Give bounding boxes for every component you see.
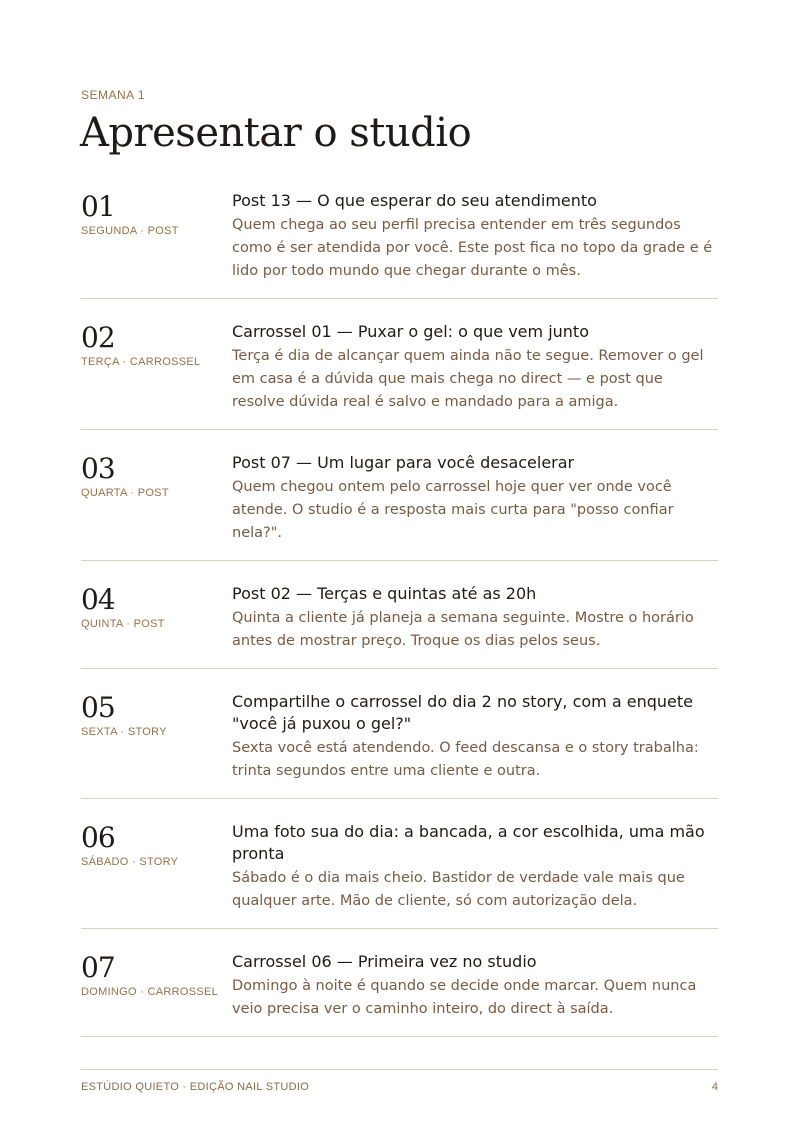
item-body: Terça é dia de alcançar quem ainda não te segue. Remover o gel em casa é a dúvida que mais chega no direct — e post que resolve dúvida real é salvo e mandado para a amiga. bbox=[232, 348, 704, 410]
day-label: SEXTA · STORY bbox=[81, 726, 167, 738]
item-title: Post 13 — O que esperar do seu atendimento bbox=[232, 191, 597, 210]
item-title: Uma foto sua do dia: a bancada, a cor escolhida, uma mão pronta bbox=[232, 822, 705, 863]
item-body: Quem chega ao seu perfil precisa entender em três segundos como é ser atendida por você. Este post fica no topo da grade e é lido por todo mundo que chegar durante o mês. bbox=[232, 217, 713, 279]
schedule-list bbox=[81, 178, 718, 1037]
list-item bbox=[81, 430, 718, 561]
list-item bbox=[81, 669, 718, 799]
item-title: Carrossel 06 — Primeira vez no studio bbox=[232, 952, 537, 971]
list-item bbox=[81, 299, 718, 430]
day-label: QUINTA · POST bbox=[81, 618, 165, 630]
day-marker bbox=[81, 951, 231, 998]
item-title: Post 02 — Terças e quintas até as 20h bbox=[232, 584, 537, 603]
day-label: DOMINGO · CARROSSEL bbox=[81, 986, 219, 998]
day-number: 04 bbox=[81, 583, 115, 616]
item-body: Domingo à noite é quando se decide onde marcar. Quem nunca veio precisa ver o caminho inteiro, do direct à saída. bbox=[232, 978, 697, 1017]
list-item bbox=[81, 561, 718, 669]
week-label: SEMANA 1 bbox=[81, 88, 146, 102]
day-marker bbox=[81, 321, 231, 368]
item-body: Quinta a cliente já planeja a semana seguinte. Mostre o horário antes de mostrar preço. Troque os dias pelos seus. bbox=[232, 610, 694, 649]
day-label: SEGUNDA · POST bbox=[81, 225, 179, 237]
day-number: 07 bbox=[81, 951, 115, 984]
list-item bbox=[81, 929, 718, 1037]
page-number: 4 bbox=[711, 1081, 718, 1093]
list-item bbox=[81, 799, 718, 929]
item-title: Post 07 — Um lugar para você desacelerar bbox=[232, 453, 575, 472]
day-number: 02 bbox=[81, 321, 115, 354]
day-number: 03 bbox=[81, 452, 115, 485]
item-body: Quem chegou ontem pelo carrossel hoje quer ver onde você atende. O studio é a resposta mais curta para "posso confiar nela?". bbox=[232, 479, 674, 541]
footer-publication: ESTÚDIO QUIETO · EDIÇÃO NAIL STUDIO bbox=[81, 1081, 310, 1093]
day-marker bbox=[81, 821, 231, 868]
item-title: Carrossel 01 — Puxar o gel: o que vem junto bbox=[232, 322, 589, 341]
item-body: Sábado é o dia mais cheio. Bastidor de verdade vale mais que qualquer arte. Mão de cliente, só com autorização dela. bbox=[232, 870, 685, 909]
day-label: QUARTA · POST bbox=[81, 487, 169, 499]
item-title: Compartilhe o carrossel do dia 2 no story, com a enquete "você já puxou o gel?" bbox=[232, 692, 693, 733]
footer-divider bbox=[81, 1069, 718, 1070]
page-title: Apresentar o studio bbox=[80, 110, 472, 156]
list-item bbox=[81, 178, 718, 299]
item-body: Sexta você está atendendo. O feed descansa e o story trabalha: trinta segundos entre uma cliente e outra. bbox=[232, 740, 699, 779]
day-number: 06 bbox=[81, 821, 115, 854]
day-marker bbox=[81, 452, 231, 499]
day-number: 01 bbox=[81, 190, 115, 223]
day-marker bbox=[81, 583, 231, 630]
day-marker bbox=[81, 691, 231, 738]
day-label: TERÇA · CARROSSEL bbox=[81, 356, 201, 368]
day-label: SÁBADO · STORY bbox=[81, 856, 179, 868]
day-marker bbox=[81, 190, 231, 237]
day-number: 05 bbox=[81, 691, 115, 724]
